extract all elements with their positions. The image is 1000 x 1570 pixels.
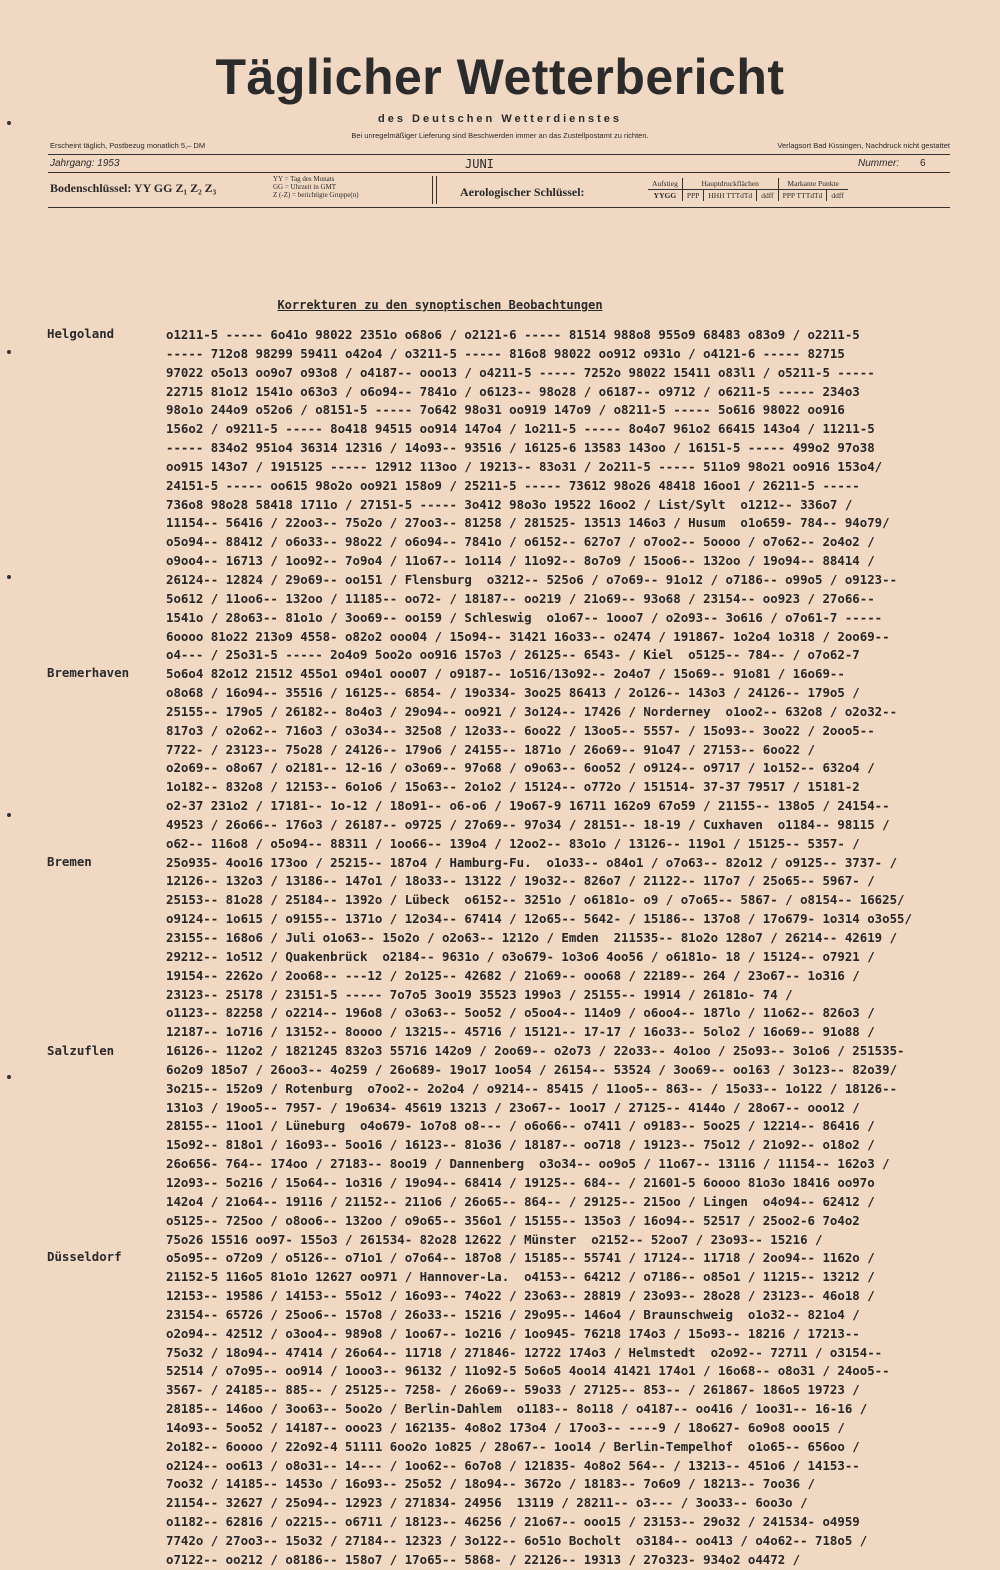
text-line: 24151-5 ----- oo615 98o2o oo921 158o9 / 25211-5 ----- 73612 98o26 48418 16oo1 / 26211-5 ----- <box>166 477 860 493</box>
station-bremen: Bremen <box>47 854 92 869</box>
number-label: Nummer: <box>858 158 900 169</box>
text-line: o2-37 231o2 / 17181-- 1o-12 / 18o91-- o6-o6 / 19o67-9 16711 162o9 67o59 / 21155-- 138o5 / 24154-- <box>166 798 890 814</box>
text-line: o62-- 116o8 / o5o94-- 88311 / 1oo66-- 139o4 / 12oo2-- 83o1o / 13126-- 119o1 / 15125-- 5357- / <box>166 835 860 851</box>
key-divider <box>432 176 437 204</box>
text-line: 736o8 98o28 58418 1711o / 27151-5 ----- 3o412 98o3o 19522 16oo2 / List/Sylt o1212-- 336o7 / <box>166 496 853 512</box>
text-line: 19154-- 2262o / 2oo68-- ---12 / 2o125-- 42682 / 21o69-- ooo68 / 22189-- 264 / 23o67-- 1o316 / <box>166 967 860 983</box>
text-line: o4--- / 25o31-5 ----- 2o4o9 5oo2o oo916 157o3 / 26125-- 6543- / Kiel o5125-- 784-- / o7o62-7 <box>166 647 860 663</box>
text-line: o1123-- 82258 / o2214-- 196o8 / o3o63-- 5oo52 / o5oo4-- 114o9 / o6oo4-- 187lo / 11o62-- 826o3 / <box>166 1005 875 1021</box>
text-line: 3567- / 24185-- 885-- / 25125-- 7258- / 26o69-- 59o33 / 27125-- 853-- / 261867- 186o5 19723 / <box>166 1382 860 1398</box>
text-line: 21152-5 116o5 81o1o 12627 oo971 / Hannover-La. o4153-- 64212 / o7186-- o85o1 / 11215-- 13212 / <box>166 1269 875 1285</box>
text-line: 12153-- 19586 / 14153-- 55o12 / 16o93-- 74o22 / 23o63-- 28819 / 23o93-- 28o28 / 23123-- 46o18 / <box>166 1288 875 1304</box>
text-line: o2124-- oo613 / o8o31-- 14--- / 1oo62-- 6o7o8 / 121835- 4o8o2 564-- / 13213-- 451o6 / 14153-- <box>166 1457 860 1473</box>
text-line: 1541o / 28o63-- 81o1o / 3oo69-- oo159 / Schleswig o1o67-- 1ooo7 / o2o93-- 3o616 / o7o61-7 ----- <box>166 609 883 625</box>
station-helgoland: Helgoland <box>47 326 115 341</box>
aero-col: YYGG <box>648 190 682 202</box>
text-line: 131o3 / 19oo5-- 7957- / 19o634- 45619 13213 / 23o67-- 1oo17 / 27125-- 4144o / 28o67-- ooo12 / <box>166 1099 860 1115</box>
subtitle: des Deutschen Wetterdienstes <box>378 113 622 125</box>
text-line: 12o93-- 5o216 / 15o64-- 1o316 / 19o94-- 68414 / 19125-- 684-- / 21601-5 6oooo 81o3o 18416 oo97o <box>166 1174 875 1190</box>
station-salzuflen: Salzuflen <box>47 1043 115 1058</box>
aero-col: ddff <box>757 190 778 202</box>
text-line: 25155-- 179o5 / 26182-- 8o4o3 / 29o94-- oo921 / 3o124-- 17426 / Norderney o1oo2-- 632o8 / o2o32-- <box>166 703 898 719</box>
margin-dot <box>7 575 11 579</box>
text-line: 23155-- 168o6 / Juli o1o63-- 15o2o / o2o63-- 1212o / Emden 211535-- 81o2o 128o7 / 26214-- 42619 / <box>166 930 898 945</box>
text-line: o5o95-- o72o9 / o5126-- o71o1 / o7o64-- 187o8 / 15185-- 55741 / 17124-- 11718 / 2oo94-- 1162o / <box>166 1250 875 1266</box>
header-rule-top <box>48 154 950 155</box>
text-line: o1182-- 62816 / o2215-- o6711 / 18123-- 46256 / 21o67-- ooo15 / 23153-- 29o32 / 241534- o4959 <box>166 1514 860 1530</box>
text-line: 14o93-- 5oo52 / 14187-- ooo23 / 162135- 4o8o2 173o4 / 17oo3-- ----9 / 18o627- 6o9o8 ooo15 / <box>166 1419 845 1435</box>
aero-col: HHH TTTdTd <box>704 190 757 202</box>
aero-col: PPP <box>682 190 704 202</box>
aero-group-ascent: Aufstieg <box>648 178 682 190</box>
aero-group-points: Markante Punkte <box>778 178 848 190</box>
text-line: 25o935- 4oo16 173oo / 25215-- 187o4 / Hamburg-Fu. o1o33-- o84o1 / o7o63-- 82o12 / o9125-- 3737- / <box>166 854 898 870</box>
text-line: 28155-- 11oo1 / Lüneburg o4o679- 1o7o8 o8--- / o6o66-- o7411 / o9183-- 5oo25 / 12214-- 86416 / <box>166 1118 875 1134</box>
text-line: 6o2o9 185o7 / 26oo3-- 4o259 / 26o689- 19o17 1oo54 / 26154-- 53524 / 3oo69-- oo163 / 3o123-- 82o39/ <box>166 1061 898 1077</box>
corrections-text <box>166 326 966 1570</box>
station-duesseldorf: Düsseldorf <box>47 1249 122 1264</box>
text-line: oo915 143o7 / 1915125 ----- 12912 113oo / 19213-- 83o31 / 2o211-5 ----- 511o9 98o21 oo916 153o4/ <box>166 458 883 474</box>
margin-dot <box>7 813 11 817</box>
aero-col: PPP TTTdTd <box>778 190 827 202</box>
publication-info: Erscheint täglich, Postbezug monatlich 5,– DM <box>50 141 206 150</box>
month-label: JUNI <box>465 157 494 171</box>
text-line: 5o6o4 82o12 21512 455o1 o94o1 ooo07 / o9187-- 1o516/13o92-- 2o4o7 / 15o69-- 91o81 / 16o69-- <box>166 666 845 682</box>
text-line: 11154-- 56416 / 22oo3-- 75o2o / 27oo3-- 81258 / 281525- 13513 146o3 / Husum o1o659- 784-- 94o79/ <box>166 515 890 531</box>
aerological-key-table <box>648 178 848 201</box>
text-line: 29212-- 1o512 / Quakenbrück o2184-- 9631o / o3o679- 1o3o6 4oo56 / o6181o- 18 / 15124-- o7921 / <box>166 948 875 964</box>
text-line: o9oo4-- 16713 / 1oo92-- 7o9o4 / 11o67-- 1o114 / 11o92-- 8o7o9 / 15oo6-- 132oo / 19o94-- 88414 / <box>166 553 875 569</box>
ground-key: Bodenschlüssel: YY GG Z₁ Z₂ Z₃ <box>50 181 217 195</box>
text-line: 22715 81o12 1541o o63o3 / o6o94-- 7841o / o6123-- 98o28 / o6187-- o9712 / o6211-5 ----- 234o3 <box>166 383 860 399</box>
text-line: 23154-- 65726 / 25oo6-- 157o8 / 26o33-- 15216 / 29o95-- 146o4 / Braunschweig o1o32-- 821o4 / <box>166 1306 860 1322</box>
legend-line: Z (-Z) = berichtigte Gruppe(n) <box>273 191 359 199</box>
text-line: 7742o / 27oo3-- 15o32 / 27184-- 12323 / 3o122-- 6o51o Bocholt o3184-- oo413 / o4o62-- 718o5 / <box>166 1533 868 1548</box>
text-line: 142o4 / 21o64-- 19116 / 21152-- 211o6 / 26o65-- 864-- / 29125-- 215oo / Lingen o4o94-- 62412 / <box>166 1193 875 1209</box>
key-legend <box>273 175 359 199</box>
delivery-notice: Bei unregelmäßiger Lieferung sind Beschwerden immer an das Zustellpostamt zu richten. <box>351 131 649 140</box>
year-label: Jahrgang: 1953 <box>50 158 120 169</box>
text-line: 1o182-- 832o8 / 12153-- 6o1o6 / 15o63-- 2o1o2 / 15124-- o772o / 151514- 37-37 79517 / 15181-2 <box>166 779 860 795</box>
text-line: 98o1o 244o9 o52o6 / o8151-5 ----- 7o642 98o31 oo919 147o9 / o8211-5 ----- 5o616 98022 oo916 <box>166 402 845 418</box>
text-line: o9124-- 1o615 / o9155-- 1371o / 12o34-- 67414 / 12o65-- 5642- / 15186-- 137o8 / 17o679- 1o314 o3o55/ <box>166 911 912 927</box>
margin-dot <box>7 121 11 125</box>
text-line: 5o612 / 11oo6-- 132oo / 11185-- oo72- / 18187-- oo219 / 21o69-- 93o68 / 23154-- oo923 / 27o66-- <box>166 590 875 606</box>
number-value: 6 <box>920 158 926 169</box>
text-line: 12187-- 1o716 / 13152-- 8oooo / 13215-- 45716 / 15121-- 17-17 / 16o33-- 5olo2 / 16o69-- 91o88 / <box>166 1024 875 1040</box>
text-line: 15o92-- 818o1 / 16o93-- 5oo16 / 16123-- 81o36 / 18187-- oo718 / 19123-- 75o12 / 21o92-- o18o2 / <box>166 1137 875 1153</box>
aero-group-main: Hauptdruckflächen <box>682 178 778 190</box>
text-line: 28185-- 146oo / 3oo63-- 5oo2o / Berlin-Dahlem o1183-- 8o118 / o4187-- oo416 / 1oo31-- 16-16 / <box>166 1401 868 1417</box>
text-line: 23123-- 25178 / 23151-5 ----- 7o7o5 3oo19 35523 199o3 / 25155-- 19914 / 26181o- 74 / <box>166 986 793 1002</box>
text-line: 49523 / 26o66-- 176o3 / 26187-- o9725 / 27o69-- 97o34 / 28151-- 18-19 / Cuxhaven o1184-- 98115 / <box>166 816 890 832</box>
text-line: 2o182-- 6oooo / 22o92-4 51111 6oo2o 1o825 / 28o67-- 1oo14 / Berlin-Tempelhof o1o65-- 656oo / <box>166 1438 860 1454</box>
text-line: o2o94-- 42512 / o3oo4-- 989o8 / 1oo67-- 1o216 / 1oo945- 76218 174o3 / 15o93-- 18216 / 17213-- <box>166 1325 860 1341</box>
text-line: 25153-- 81o28 / 25184-- 1392o / Lübeck o6152-- 3251o / o6181o- o9 / o7o65-- 5867- / o8154-- 16625/ <box>166 892 905 908</box>
text-line: 156o2 / o9211-5 ----- 8o418 94515 oo914 147o4 / 1o211-5 ----- 8o4o7 961o2 66415 143o4 / 11211-5 <box>166 421 875 437</box>
text-line: 16126-- 112o2 / 1821245 832o3 55716 142o9 / 2oo69-- o2o73 / 22o33-- 4o1oo / 25o93-- 3o1o6 / 251535- <box>166 1043 905 1059</box>
text-line: ----- 712o8 98299 59411 o42o4 / o3211-5 ----- 816o8 98022 oo912 o931o / o4121-6 ----- 82715 <box>166 345 845 361</box>
text-line: 7722- / 23123-- 75o28 / 24126-- 179o6 / 24155-- 1871o / 26o69-- 91o47 / 27153-- 6oo22 / <box>166 741 816 757</box>
text-line: 26o656- 764-- 174oo / 27183-- 8oo19 / Dannenberg o3o34-- oo9o5 / 11o67-- 13116 / 11154-- 162o3 / <box>166 1156 890 1172</box>
text-line: 75o32 / 18o94-- 47414 / 26o64-- 11718 / 271846- 12722 174o3 / Helmstedt o2o92-- 72711 / o3154-- <box>166 1344 883 1360</box>
legend-line: YY = Tag des Monats <box>273 175 335 183</box>
text-line: 817o3 / o2o62-- 716o3 / o3o34-- 325o8 / 12o33-- 6oo22 / 13oo5-- 5557- / 15o93-- 3oo22 / 2ooo5-- <box>166 722 875 738</box>
text-line: 7oo32 / 14185-- 1453o / 16o93-- 25o52 / 18o94-- 3672o / 18183-- 7o6o9 / 18213-- 7oo36 / <box>166 1476 816 1492</box>
page-title: Täglicher Wetterbericht <box>215 49 785 105</box>
section-heading: Korrekturen zu den synoptischen Beobachtungen <box>277 298 603 312</box>
margin-dot <box>7 1075 11 1079</box>
header-rule-bottom <box>48 207 950 208</box>
aerological-key: Aerologischer Schlüssel: <box>460 185 585 199</box>
text-line: ----- 834o2 951o4 36314 12316 / 14o93-- 93516 / 16125-6 13583 143oo / 16151-5 ----- 499o2 97o38 <box>166 440 875 456</box>
text-line: 26124-- 12824 / 29o69-- oo151 / Flensburg o3212-- 525o6 / o7o69-- 91o12 / o7186-- o99o5 / o9123-- <box>166 571 898 587</box>
aero-col: ddff <box>831 191 844 200</box>
text-line: o5o94-- 88412 / o6o33-- 98o22 / o6o94-- 7841o / o6152-- 627o7 / o7oo2-- 5oooo / o7o62-- 2o4o2 / <box>166 534 875 550</box>
text-line: o7122-- oo212 / o8186-- 158o7 / 17o65-- 5868- / 22126-- 19313 / 27o323- 934o2 o4472 / <box>166 1551 801 1567</box>
text-line: 52514 / o7o95-- oo914 / 1ooo3-- 96132 / 11o92-5 5o6o5 4oo14 41421 174o1 / 16o68-- o8o31 / 24oo5-- <box>166 1363 890 1379</box>
text-line: o8o68 / 16o94-- 35516 / 16125-- 6854- / 19o334- 3oo25 86413 / 2o126-- 143o3 / 24126-- 179o5 / <box>166 685 860 701</box>
text-line: o2o69-- o8o67 / o2181-- 12-16 / o3o69-- 97o68 / o9o63-- 6oo52 / o9124-- o9717 / 1o152-- 632o4 / <box>166 760 875 776</box>
text-line: 21154-- 32627 / 25o94-- 12923 / 271834- 24956 13119 / 28211-- o3--- / 3oo33-- 6oo3o / <box>166 1495 808 1511</box>
station-bremerhaven: Bremerhaven <box>47 665 130 680</box>
legend-line: GG = Uhrzeit in GMT <box>273 183 337 191</box>
header-rule-mid <box>48 172 950 173</box>
text-line: 3o215-- 152o9 / Rotenburg o7oo2-- 2o2o4 / o9214-- 85415 / 11oo5-- 863-- / 15o33-- 1o122 / 18126-- <box>166 1080 898 1096</box>
text-line: 75o26 15516 oo97- 155o3 / 261534- 82o28 12622 / Münster o2152-- 52oo7 / 23o93-- 15216 / <box>166 1231 823 1247</box>
margin-dot <box>7 350 11 354</box>
text-line: o1211-5 ----- 6o41o 98022 2351o o68o6 / o2121-6 ----- 81514 988o8 955o9 68483 o83o9 / o2211-5 <box>166 327 860 342</box>
publisher-info: Verlagsort Bad Kissingen, Nachdruck nicht gestattet <box>777 141 950 150</box>
text-line: 97022 o5o13 oo9o7 o93o8 / o4187-- ooo13 / o4211-5 ----- 7252o 98022 15411 o83l1 / o5211-5 ----- <box>166 364 875 380</box>
text-line: o5125-- 725oo / o8oo6-- 132oo / o9o65-- 356o1 / 15155-- 135o3 / 16o94-- 52517 / 25oo2-6 7o4o2 <box>166 1212 860 1228</box>
text-line: 6oooo 81o22 213o9 4558- o82o2 ooo04 / 15o94-- 31421 16o33-- o2474 / 191867- 1o2o4 1o318 / 2oo69-- <box>166 628 890 644</box>
text-line: 12126-- 132o3 / 13186-- 147o1 / 18o33-- 13122 / 19o32-- 826o7 / 21122-- 117o7 / 25o65-- 5967- / <box>166 873 875 889</box>
